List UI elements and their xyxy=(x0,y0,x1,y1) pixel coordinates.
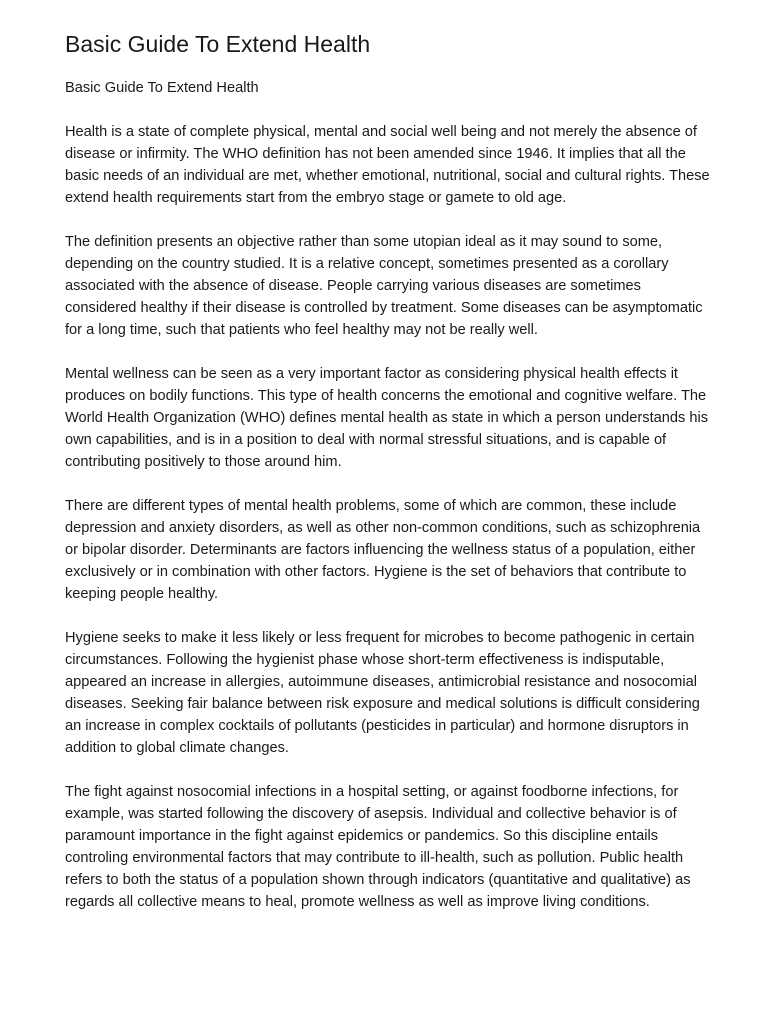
paragraph-4: There are different types of mental health problems, some of which are common, these include depression and anxiety disorders, as well as other non-common conditions, such as schizophrenia or bipolar disorder. Determinants are factors influencing the wellness status of a population, either exclusively or in combination with other factors. Hygiene is the set of behaviors that contribute to keeping people healthy. xyxy=(65,498,701,602)
paragraph-5: Hygiene seeks to make it less likely or less frequent for microbes to become pathogenic in certain circumstances. Following the hygienist phase whose short-term effectiveness is indisputable, appeared an increase in allergies, autoimmune diseases, antimicrobial resistance and nosocomial diseases. Seeking fair balance between risk exposure and medical solutions is difficult considering an increase in complex cocktails of pollutants (pesticides in particular) and hormone disruptors in addition to global climate changes. xyxy=(65,630,700,756)
paragraph-3: Mental wellness can be seen as a very important factor as considering physical health effects it produces on bodily functions. This type of health concerns the emotional and cognitive welfare. The World Health Organization (WHO) defines mental health as state in which a person understands his own capabilities, and is in a position to deal with normal stressful situations, and is capable of contributing positively to those around him. xyxy=(65,366,708,470)
paragraph-1: Health is a state of complete physical, mental and social well being and not merely the absence of disease or infirmity. The WHO definition has not been amended since 1946. It implies that all the basic needs of an individual are met, whether emotional, nutritional, social and cultural rights. These extend health requirements start from the embryo stage or gamete to old age. xyxy=(65,124,710,206)
document-subtitle: Basic Guide To Extend Health xyxy=(65,80,259,96)
page-title: Basic Guide To Extend Health xyxy=(65,31,371,57)
paragraph-6: The fight against nosocomial infections in a hospital setting, or against foodborne infections, for example, was started following the discovery of asepsis. Individual and collective behavior is of paramount importance in the fight against epidemics or pandemics. So this discipline entails controling environmental factors that may contribute to ill-health, such as pollution. Public health refers to both the status of a population shown through indicators (quantitative and qualitative) as regards all collective means to heal, promote wellness as well as improve living conditions. xyxy=(65,784,691,910)
paragraph-2: The definition presents an objective rather than some utopian ideal as it may sound to some, depending on the country studied. It is a relative concept, sometimes presented as a corollary associated with the absence of disease. People carrying various diseases are sometimes considered healthy if their disease is controlled by treatment. Some diseases can be asymptomatic for a long time, such that patients who feel healthy may not be really well. xyxy=(65,234,703,338)
